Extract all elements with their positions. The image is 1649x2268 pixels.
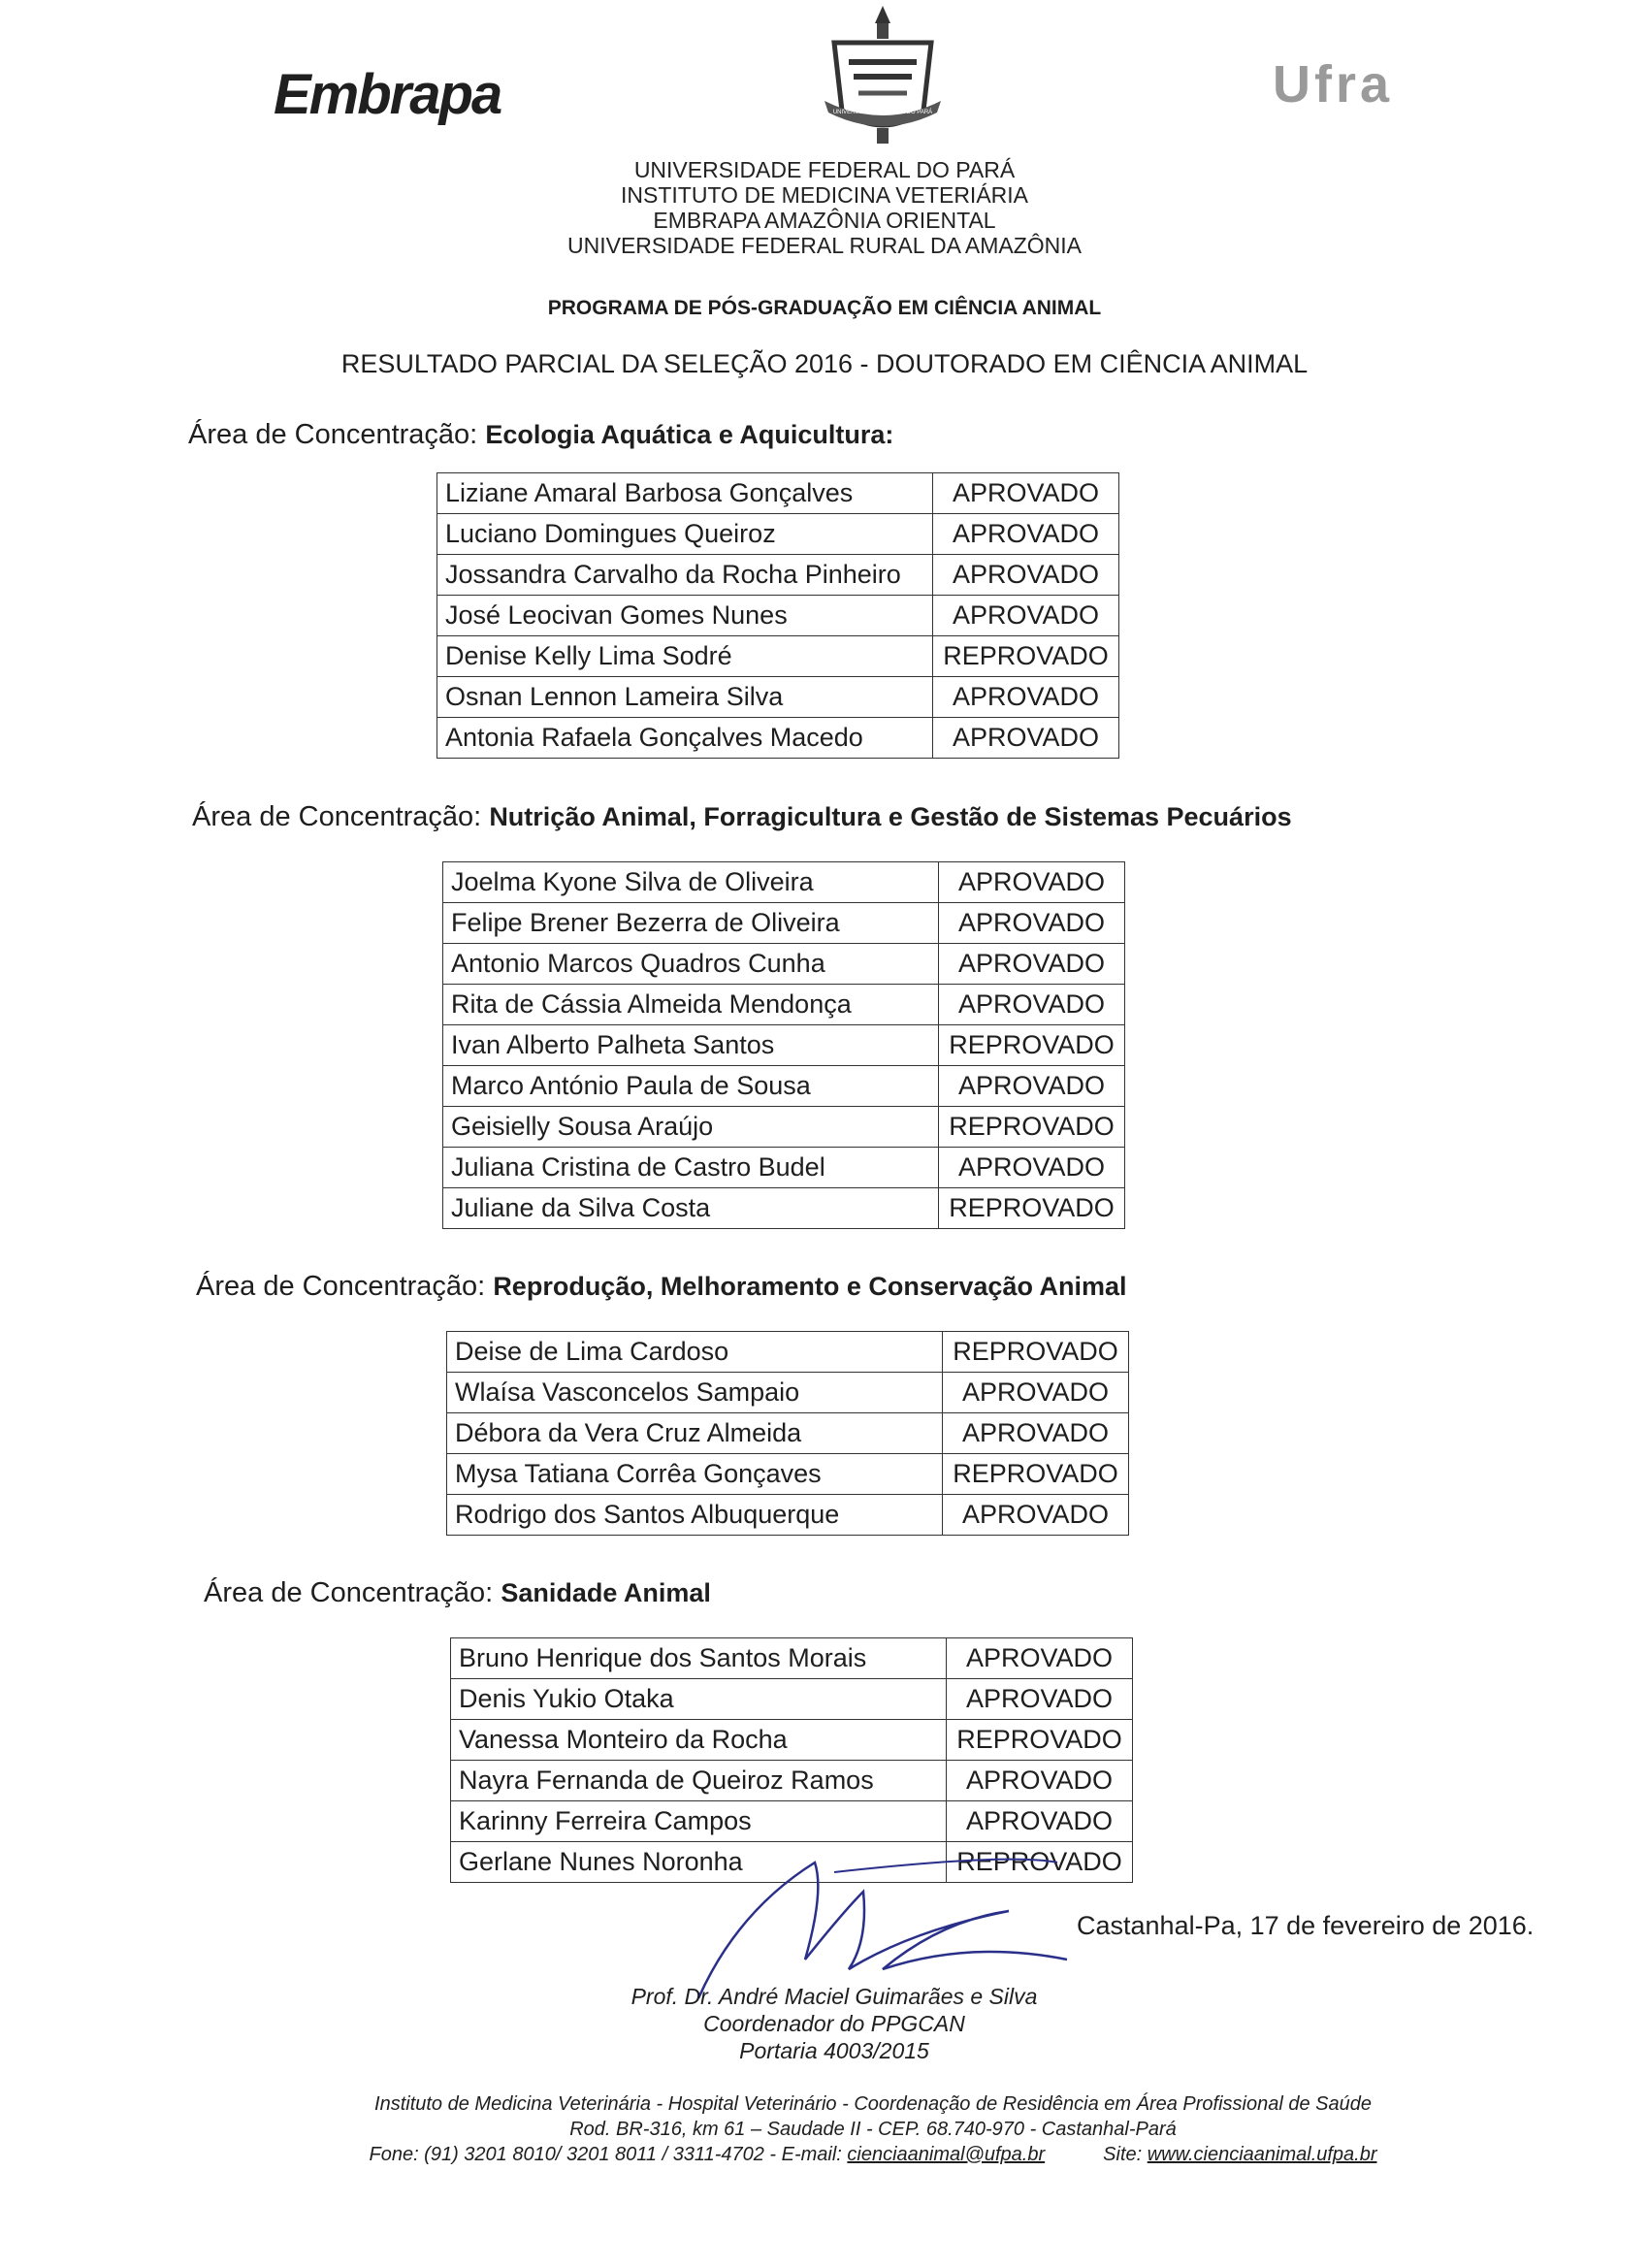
- candidate-status: APROVADO: [947, 1638, 1133, 1679]
- table-row: [437, 718, 1119, 759]
- area-heading-2: [192, 801, 1292, 833]
- candidate-name: Antonio Marcos Quadros Cunha: [443, 944, 939, 985]
- footer-site-label: Site:: [1103, 2144, 1148, 2165]
- candidate-status: REPROVADO: [939, 1107, 1125, 1148]
- header-logos: [0, 0, 1649, 165]
- footer-site-link[interactable]: www.cienciaanimal.ufpa.br: [1147, 2144, 1377, 2165]
- table-row: [447, 1495, 1129, 1536]
- area-name: Nutrição Animal, Forragicultura e Gestão de Sistemas Pecuários: [489, 802, 1292, 831]
- candidate-name: Bruno Henrique dos Santos Morais: [451, 1638, 947, 1679]
- candidate-status: APROVADO: [939, 903, 1125, 944]
- candidate-name: Geisielly Sousa Araújo: [443, 1107, 939, 1148]
- institution-line-4: UNIVERSIDADE FEDERAL RURAL DA AMAZÔNIA: [567, 233, 1082, 258]
- candidate-name: Denis Yukio Otaka: [451, 1679, 947, 1720]
- candidate-status: APROVADO: [947, 1679, 1133, 1720]
- table-row: [443, 903, 1125, 944]
- candidate-name: Débora da Vera Cruz Almeida: [447, 1413, 943, 1454]
- candidate-status: REPROVADO: [943, 1454, 1129, 1495]
- candidate-status: APROVADO: [933, 677, 1119, 718]
- candidate-status: APROVADO: [933, 555, 1119, 596]
- table-row: [447, 1454, 1129, 1495]
- results-table-3: [446, 1331, 1129, 1536]
- table-row: [443, 1188, 1125, 1229]
- table-row: [451, 1801, 1133, 1842]
- candidate-name: Antonia Rafaela Gonçalves Macedo: [437, 718, 933, 759]
- area-prefix: Área de Concentração:: [192, 801, 490, 832]
- signatory-role: Coordenador do PPGCAN: [703, 2011, 965, 2036]
- candidate-name: Rodrigo dos Santos Albuquerque: [447, 1495, 943, 1536]
- candidate-name: Deise de Lima Cardoso: [447, 1332, 943, 1373]
- candidate-status: APROVADO: [939, 1066, 1125, 1107]
- candidate-name: Wlaísa Vasconcelos Sampaio: [447, 1373, 943, 1413]
- footer-phone: Fone: (91) 3201 8010/ 3201 8011 / 3311-4702 - E-mail:: [369, 2144, 848, 2165]
- candidate-status: APROVADO: [933, 514, 1119, 555]
- table-row: [451, 1679, 1133, 1720]
- candidate-name: Nayra Fernanda de Queiroz Ramos: [451, 1761, 947, 1801]
- signatory-ordinance: Portaria 4003/2015: [739, 2038, 929, 2063]
- university-crest-icon: [815, 4, 951, 149]
- signature-icon: [621, 1853, 1125, 1998]
- footer-line-1: Instituto de Medicina Veterinária - Hospital Veterinário - Coordenação de Residência em Área Profissional de Saúde: [374, 2093, 1372, 2115]
- candidate-name: Jossandra Carvalho da Rocha Pinheiro: [437, 555, 933, 596]
- table-row: [437, 596, 1119, 636]
- candidate-status: REPROVADO: [939, 1188, 1125, 1229]
- table-row: [451, 1638, 1133, 1679]
- candidate-status: REPROVADO: [933, 636, 1119, 677]
- footer-contact: [291, 2144, 1455, 2166]
- area-heading-4: [204, 1577, 711, 1609]
- table-row: [443, 1148, 1125, 1188]
- candidate-name: Juliane da Silva Costa: [443, 1188, 939, 1229]
- candidate-name: Joelma Kyone Silva de Oliveira: [443, 862, 939, 903]
- footer-line-2: Rod. BR-316, km 61 – Saudade II - CEP. 68.740-970 - Castanhal-Pará: [569, 2119, 1177, 2140]
- results-table-1: [436, 472, 1119, 759]
- area-heading-3: [196, 1271, 1126, 1303]
- table-row: [451, 1720, 1133, 1761]
- candidate-name: Vanessa Monteiro da Rocha: [451, 1720, 947, 1761]
- candidate-name: Denise Kelly Lima Sodré: [437, 636, 933, 677]
- results-table-4: [450, 1637, 1133, 1883]
- table-row: [437, 514, 1119, 555]
- table-row: [447, 1373, 1129, 1413]
- candidate-status: APROVADO: [939, 944, 1125, 985]
- table-row: [443, 1107, 1125, 1148]
- candidate-status: REPROVADO: [939, 1025, 1125, 1066]
- area-heading-1: [188, 419, 893, 451]
- table-row: [443, 1025, 1125, 1066]
- candidate-status: APROVADO: [939, 862, 1125, 903]
- footer-email-link[interactable]: cienciaanimal@ufpa.br: [847, 2144, 1046, 2165]
- table-row: [443, 1066, 1125, 1107]
- candidate-status: REPROVADO: [947, 1720, 1133, 1761]
- area-name: Reprodução, Melhoramento e Conservação Animal: [493, 1272, 1127, 1301]
- results-table-2: [442, 861, 1125, 1229]
- candidate-status: APROVADO: [933, 596, 1119, 636]
- candidate-name: Felipe Brener Bezerra de Oliveira: [443, 903, 939, 944]
- table-row: [437, 677, 1119, 718]
- candidate-name: Mysa Tatiana Corrêa Gonçaves: [447, 1454, 943, 1495]
- institution-line-1: UNIVERSIDADE FEDERAL DO PARÁ: [633, 157, 1016, 182]
- candidate-status: APROVADO: [947, 1801, 1133, 1842]
- table-row: [437, 636, 1119, 677]
- area-prefix: Área de Concentração:: [196, 1271, 494, 1302]
- table-row: [437, 473, 1119, 514]
- table-row: [443, 862, 1125, 903]
- area-prefix: Área de Concentração:: [204, 1577, 501, 1608]
- ufra-logo: Ufra: [1273, 55, 1394, 113]
- candidate-name: Juliana Cristina de Castro Budel: [443, 1148, 939, 1188]
- candidate-status: APROVADO: [943, 1495, 1129, 1536]
- candidate-status: APROVADO: [933, 718, 1119, 759]
- area-name: Sanidade Animal: [501, 1578, 711, 1607]
- candidate-name: Ivan Alberto Palheta Santos: [443, 1025, 939, 1066]
- crest-banner-text: UNIVERSIDADE FEDERAL DO PARÁ: [832, 110, 933, 115]
- signatory-name: Prof. Dr. André Maciel Guimarães e Silva: [630, 1984, 1038, 2009]
- candidate-status: APROVADO: [947, 1761, 1133, 1801]
- candidate-name: Luciano Domingues Queiroz: [437, 514, 933, 555]
- candidate-status: APROVADO: [939, 985, 1125, 1025]
- area-name: Ecologia Aquática e Aquicultura:: [485, 420, 894, 449]
- candidate-name: Marco António Paula de Sousa: [443, 1066, 939, 1107]
- table-row: [443, 944, 1125, 985]
- candidate-name: José Leocivan Gomes Nunes: [437, 596, 933, 636]
- candidate-status: APROVADO: [943, 1373, 1129, 1413]
- candidate-name: Osnan Lennon Lameira Silva: [437, 677, 933, 718]
- institution-line-3: EMBRAPA AMAZÔNIA ORIENTAL: [653, 208, 996, 233]
- area-prefix: Área de Concentração:: [188, 419, 486, 450]
- embrapa-logo: Embrapa: [274, 63, 501, 126]
- table-row: [437, 555, 1119, 596]
- candidate-status: REPROVADO: [947, 1842, 1133, 1883]
- place-date: Castanhal-Pa, 17 de fevereiro de 2016.: [1077, 1911, 1535, 1940]
- program-title: PROGRAMA DE PÓS-GRADUAÇÃO EM CIÊNCIA ANIMAL: [547, 297, 1102, 319]
- candidate-status: APROVADO: [933, 473, 1119, 514]
- candidate-name: Rita de Cássia Almeida Mendonça: [443, 985, 939, 1025]
- table-row: [447, 1332, 1129, 1373]
- result-title: RESULTADO PARCIAL DA SELEÇÃO 2016 - DOUTORADO EM CIÊNCIA ANIMAL: [340, 349, 1309, 378]
- candidate-status: REPROVADO: [943, 1332, 1129, 1373]
- candidate-name: Karinny Ferreira Campos: [451, 1801, 947, 1842]
- candidate-status: APROVADO: [943, 1413, 1129, 1454]
- table-row: [447, 1413, 1129, 1454]
- table-row: [443, 985, 1125, 1025]
- candidate-name: Gerlane Nunes Noronha: [451, 1842, 947, 1883]
- candidate-status: APROVADO: [939, 1148, 1125, 1188]
- candidate-name: Liziane Amaral Barbosa Gonçalves: [437, 473, 933, 514]
- table-row: [451, 1761, 1133, 1801]
- institution-line-2: INSTITUTO DE MEDICINA VETERIÁRIA: [620, 182, 1029, 208]
